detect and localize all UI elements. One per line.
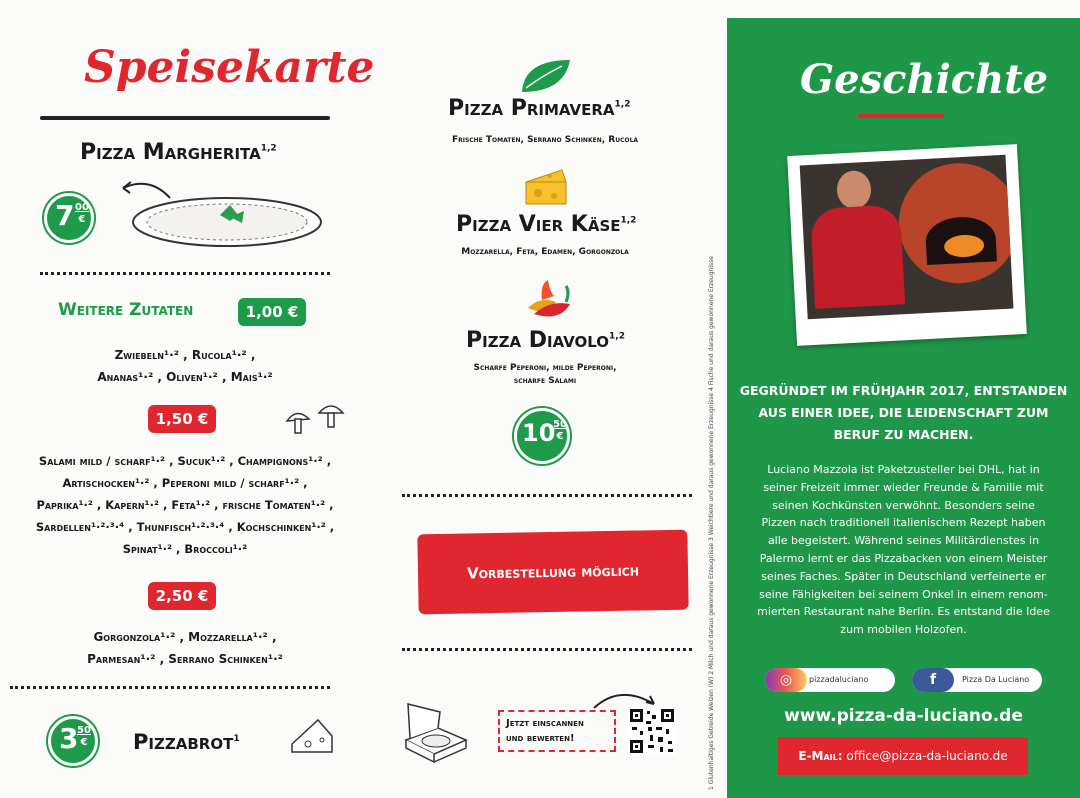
primavera-desc: Frische Tomaten, Serrano Schinken, Rucola [451,135,639,145]
facebook-link[interactable]: Pizza Da Luciano [912,668,1042,692]
pizzabrot-price-badge: 3 50 € [48,716,98,766]
chef-body [810,204,905,309]
title-underline [40,116,330,120]
instagram-link[interactable]: pizzadaluciano [765,668,895,692]
preorder-banner: Vorbestellung möglich [417,530,688,615]
pizza-illustration [130,195,325,250]
photo-frame [787,144,1027,346]
instagram-icon: ◎ [765,668,807,692]
extras-list-2: Salami mild / scharf¹·² , Sucuk¹·² , Champignons¹·² , Artischocken¹·² , Peperoni mild / scharf¹·² , Paprika¹·² , Kapern¹·² , Feta¹·² , frische Tomaten¹·² , Sardellen¹·²·³·⁴ , Thunfisch¹·²·³·⁴ , Kochschinken¹·² , Spinat¹·² , Broccoli¹·² [35,454,335,556]
history-body: Luciano Mazzola ist Paketzusteller bei DHL, hat in seiner Freizeit immer wieder Freunde & Familie mit seinen Kochkünsten verwöhnt. Besonders seine Pizzen nach traditionell italienischem Rezept haben alle begeistert. Während seines Militärdienstes in Palermo lernt er das Pizzabacken von einem Meister seines Faches. Später in Deutschland verfeinerte er seine Fähigkeiten bei seinem Onkel in einem renom- mierten Restaurant nahe Berlin. Es entstand die Idee zum mobilen Holzofen. [757,463,1050,637]
diavolo-name: Pizza Diavolo$^{1,2}$ [466,328,625,353]
margherita-price-badge: 7 00 € [44,193,94,243]
primavera-name: Pizza Primavera$^{1,2}$ [448,96,631,121]
vierkase-name: Pizza Vier Käse$^{1,2}$ [456,212,637,237]
chef-head [836,170,872,210]
extras-list-1: Zwiebeln¹·² , Rucola¹·² , Ananas¹·² , Oliven¹·² , Mais¹·² [97,348,273,384]
price-tag-3: 2,50 € [148,582,216,610]
margherita-name: Pizza Margherita$^{1,2}$ [80,140,277,165]
website-link[interactable]: www.pizza-da-luciano.de [784,706,1023,726]
history-title-underline [858,114,944,118]
divider [40,272,330,275]
scan-text: Jetzt einscannen und bewerten! [498,710,616,752]
divider [402,648,692,651]
vierkase-desc: Mozzarella, Feta, Edamen, Gorgonzola [461,247,629,257]
price-tag-2: 1,50 € [148,405,216,433]
email-box[interactable]: E-Mail: office@pizza-da-luciano.de [778,737,1028,775]
pizza-box-icon [400,700,472,768]
menu-title: Speisekarte [84,42,375,93]
divider [10,686,330,689]
extras-list-3: Gorgonzola¹·² , Mozzarella¹·² , Parmesan¹·² , Serrano Schinken¹·² [87,630,283,666]
cheese-sketch-icon [288,716,336,758]
chef-photo [800,155,1014,320]
leaf-icon [518,56,574,96]
facebook-icon: f [912,668,954,692]
chili-icon [520,278,574,322]
cheese-icon [522,166,570,208]
pizzabrot-name: Pizzabrot$^1$ [133,730,240,754]
divider [402,494,692,497]
allergen-footnote: 1 Glutenhaltiges Getreide Weizen (W) 2 Milch und daraus gewonnene Erzeugnisse 3 Weichtiere und daraus gewonnene Erzeugnisse 4 Fische und daraus gewonnene Erzeugnisse [708,256,715,790]
history-title: Geschichte [800,56,1049,103]
diavolo-desc: Scharfe Peperoni, milde Peperoni, scharfe Salami [473,363,617,386]
history-headline: GEGRÜNDET IM FRÜHJAHR 2017, ENTSTANDEN AUS EINER IDEE, DIE LEIDENSCHAFT ZUM BERUF ZU MACHEN. [739,383,1068,442]
special-price-badge: 10 50 € [514,408,570,464]
qr-code-icon[interactable] [628,707,676,755]
extras-heading: Weitere Zutaten [58,300,194,320]
price-tag-1: 1,00 € [238,298,306,326]
mushroom-icon [283,403,347,443]
